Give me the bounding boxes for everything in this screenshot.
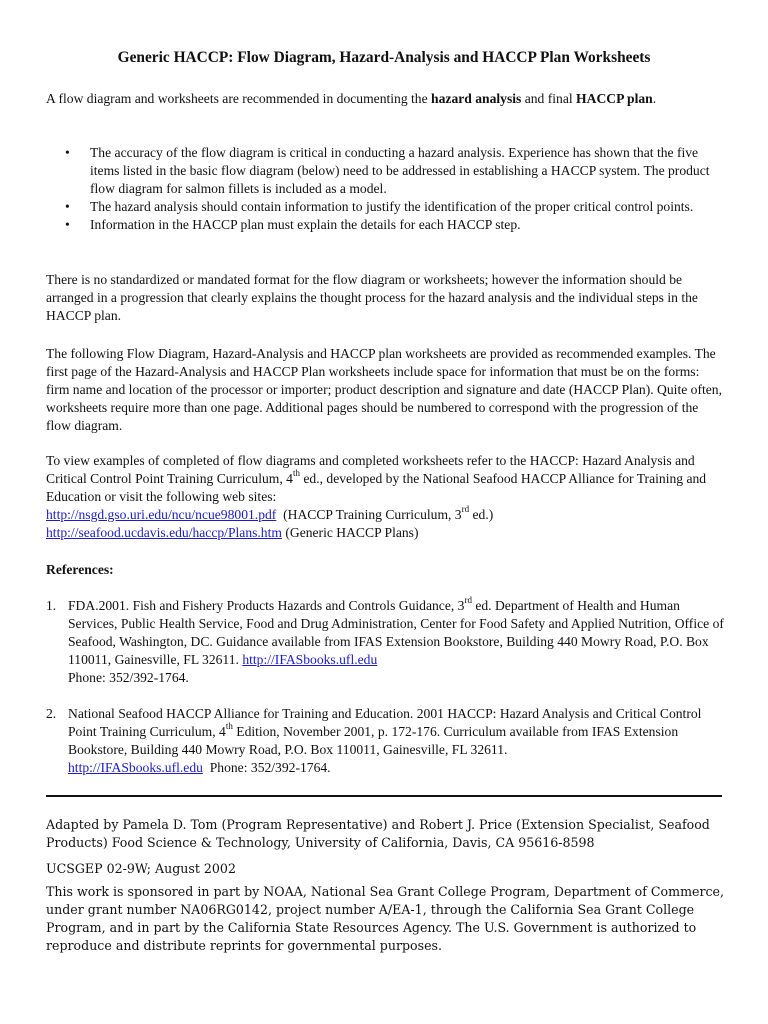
link-note-end: ed.) bbox=[469, 507, 494, 522]
web-sites-intro bbox=[46, 452, 726, 506]
page-title: Generic HACCP: Flow Diagram, Hazard-Analysis and HACCP Plan Worksheets bbox=[117, 49, 651, 66]
reference-text: FDA.2001. Fish and Fishery Products Hazards and Controls Guidance, 3 bbox=[68, 598, 465, 613]
generic-haccp-plans-link[interactable]: http://seafood.ucdavis.edu/haccp/Plans.htm bbox=[46, 525, 282, 540]
superscript: th bbox=[292, 468, 300, 479]
intro-text-middle: and final bbox=[521, 91, 577, 106]
reference-phone: Phone: 352/392-1764. bbox=[202, 760, 331, 775]
superscript: rd bbox=[461, 504, 470, 515]
reference-phone: Phone: 352/392-1764. bbox=[68, 670, 189, 685]
bullet-text: Information in the HACCP plan must explain the details for each HACCP step. bbox=[90, 217, 521, 232]
web-sites-text-end: ed., developed by the National Seafood HACCP Alliance for Training and Education or visit the following web sites: bbox=[46, 471, 707, 504]
link-note: (HACCP Training Curriculum, 3 bbox=[276, 507, 462, 522]
reference-number: 2. bbox=[46, 706, 57, 721]
adapted-by-note: Adapted by Pamela D. Tom (Program Representative) and Robert J. Price (Extension Specialist, Seafood Products) Food Science & Technology, University of California, Davis, CA 95616-8598 bbox=[46, 817, 710, 850]
intro-paragraph bbox=[46, 90, 726, 108]
bullet-marker: • bbox=[65, 145, 70, 160]
reference-number: 1. bbox=[46, 598, 57, 613]
haccp-curriculum-link[interactable]: http://nsgd.gso.uri.edu/ncu/ncue98001.pdf bbox=[46, 507, 277, 522]
superscript: th bbox=[225, 721, 233, 732]
reference-item bbox=[46, 597, 726, 687]
bullet-text: The hazard analysis should contain information to justify the identification of the proper critical control points. bbox=[90, 199, 694, 214]
bullet-text: The accuracy of the flow diagram is critical in conducting a hazard analysis. Experience has shown that the five items listed in the basic flow diagram (below) need to be addressed in establishing a HACCP system. The product flow diagram for salmon fillets is included as a model. bbox=[90, 145, 710, 196]
bullet-item bbox=[46, 216, 726, 234]
ifas-books-link[interactable]: http://IFASbooks.ufl.edu bbox=[242, 652, 378, 667]
worksheets-paragraph: The following Flow Diagram, Hazard-Analysis and HACCP plan worksheets are provided as recommended examples. The first page of the Hazard-Analysis and HACCP Plan worksheets include space for information that must be on the forms: firm name and location of the processor or importer; product description and signature and date (HACCP Plan). Quite often, worksheets require more than one page. Additional pages should be numbered to correspond with the progression of the flow diagram. bbox=[46, 346, 722, 433]
reference-text: National Seafood HACCP Alliance for Training and Education. 2001 HACCP: Hazard Analysis and Critical Control Point Training Curriculum, 4 bbox=[68, 706, 702, 739]
link-note: (Generic HACCP Plans) bbox=[281, 525, 419, 540]
reference-item bbox=[46, 705, 726, 777]
reference-text-cont: Edition, November 2001, p. 172-176. Curriculum available from IFAS Extension Bookstore, Building 440 Mowry Road, P.O. Box 110011, Gainesville, FL 32611. bbox=[68, 724, 679, 757]
references-heading: References: bbox=[46, 562, 114, 577]
bullet-list bbox=[46, 144, 726, 234]
reference-text-cont: ed. Department of Health and Human Services, Public Health Service, Food and Drug Administration, Center for Food Safety and Applied Nutrition, Office of Seafood, Washington, DC. Guidance available from IFAS Extension Bookstore, Building 440 Mowry Road, P.O. Box 110011, Gainesville, FL 32611. bbox=[68, 598, 724, 667]
intro-bold-hazard-analysis: hazard analysis bbox=[431, 91, 522, 106]
format-paragraph: There is no standardized or mandated format for the flow diagram or worksheets; however the information should be arranged in a progression that clearly explains the thought process for the hazard analysis and the individual steps in the HACCP plan. bbox=[46, 272, 698, 323]
intro-bold-haccp-plan: HACCP plan bbox=[576, 91, 653, 106]
intro-text: A flow diagram and worksheets are recommended in documenting the bbox=[46, 91, 432, 106]
ifas-books-link[interactable]: http://IFASbooks.ufl.edu bbox=[68, 760, 203, 775]
superscript: rd bbox=[464, 595, 472, 606]
sponsor-note: This work is sponsored in part by NOAA, National Sea Grant College Program, Department of Commerce, under grant number NA06RG0142, project number A/EA-1, through the California Sea Grant College Program, and in part by the California State Resources Agency. The U.S. Government is authorized to reproduce and distribute reprints for governmental purposes. bbox=[46, 884, 724, 953]
link-line-2 bbox=[46, 524, 726, 542]
bullet-item bbox=[46, 144, 726, 198]
publication-code: UCSGEP 02-9W; August 2002 bbox=[46, 861, 236, 876]
bullet-item bbox=[46, 198, 726, 216]
bullet-marker: • bbox=[65, 217, 70, 232]
bullet-marker: • bbox=[65, 199, 70, 214]
web-sites-paragraph bbox=[46, 452, 726, 542]
intro-text-end: . bbox=[652, 91, 657, 106]
link-line-1 bbox=[46, 506, 726, 524]
web-sites-text: To view examples of completed of flow diagrams and completed worksheets refer to the HACCP: Hazard Analysis and Critical Control Point Training Curriculum, 4 bbox=[46, 453, 695, 486]
horizontal-divider bbox=[46, 795, 722, 797]
references-list bbox=[46, 597, 726, 777]
